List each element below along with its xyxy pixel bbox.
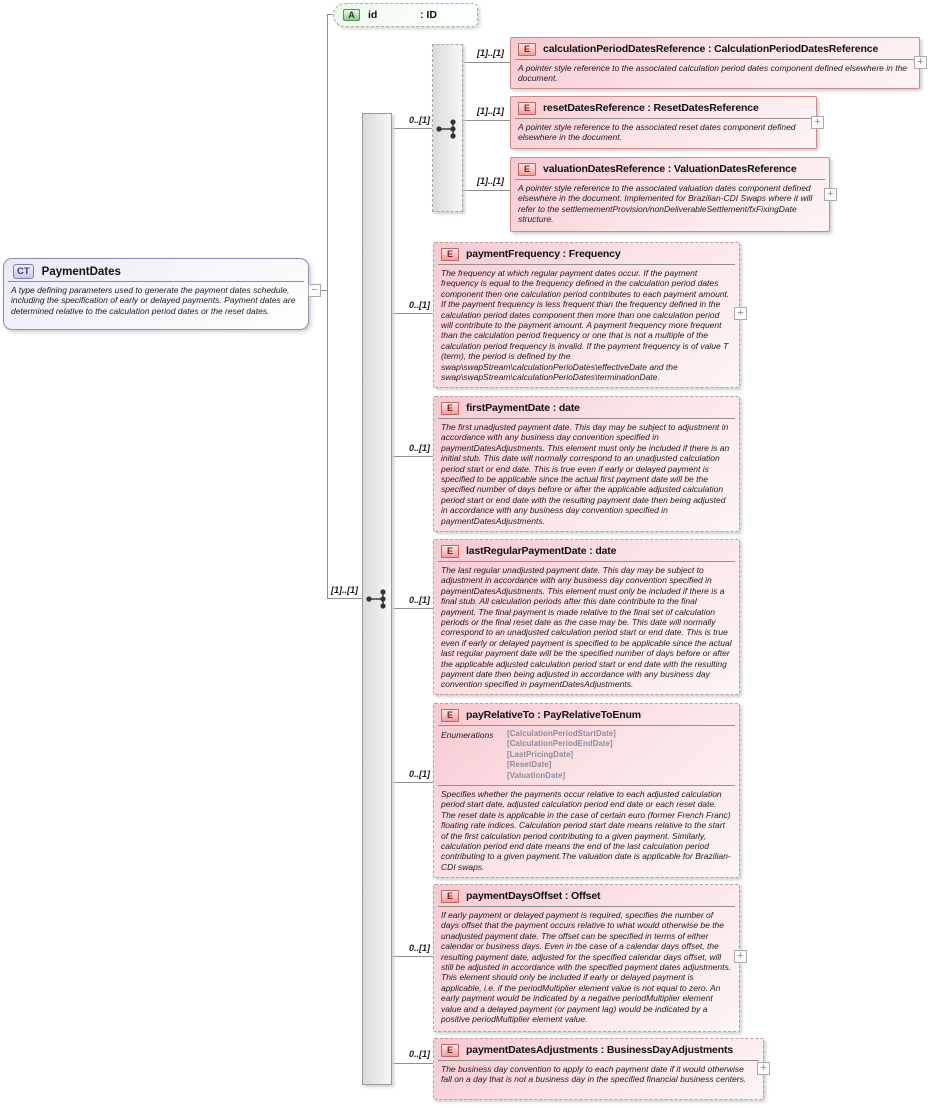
- element-description: Specifies whether the payments occur relative to each adjusted calculation period start date, adjusted calculation period end date or each reset date. The reset date is applicable in the case of certain euro (former French Franc) floating rate indices. Calculation period start date means relative to the start of the first calculation period contributing to a given payment. Similarly, calculation period end date means the end of the last calculation period contributing to a given payment.The valuation date is applicable for Brazilian-CDI swaps.: [441, 789, 731, 872]
- element-badge-icon: E: [441, 248, 459, 261]
- element-box-resetDatesReference[interactable]: [510, 96, 817, 149]
- element-box-paymentDaysOffset[interactable]: [433, 884, 740, 1032]
- expand-icon[interactable]: +: [734, 307, 747, 320]
- element-box-paymentFrequency[interactable]: [433, 242, 740, 388]
- connector-line: [392, 1063, 433, 1064]
- enum-value: [ValuationDate]: [507, 770, 566, 780]
- connector-line: [321, 290, 328, 291]
- complextype-box-PaymentDates[interactable]: [3, 258, 309, 330]
- element-title: lastRegularPaymentDate : date: [466, 545, 617, 557]
- element-description: The frequency at which regular payment dates occur. If the payment frequency is equal to the frequency defined in the calculation period dates component then one calculation period contributes to each payment amount. If the payment frequency is less frequent than the frequency defined in the calculation period dates component then more than one calculation period will contribute to the payment amount. A payment frequency more frequent than the calculation period frequency or one that is not a multiple of the calculation period frequency is invalid. If the payment frequency is of value T (term), the period is defined by the swap\swapStream\calculationPerioDates\effectiveDate and the swap\swapStream\calculationPerioDates\terminationDate.: [441, 268, 730, 383]
- complextype-title: PaymentDates: [41, 265, 121, 278]
- element-box-payRelativeTo[interactable]: [433, 703, 740, 878]
- attribute-name: id: [368, 9, 378, 21]
- enumerations-label: Enumerations: [441, 730, 494, 740]
- element-description: If early payment or delayed payment is required, specifies the number of days offset that the payment occurs relative to what would otherwise be the unadjusted payment date. The offset can be specified in terms of either calendar or business days. Even in the case of a calendar days offset, the resulting payment date, adjusted for the specified calendar days offset, will still be adjusted in accordance with the specified payment dates adjustments. This element should only be included if early or delayed payment is applicable, i.e. if the periodMultiplier element value is not equal to zero. An early payment would be indicated by a negative periodMultiplier element value and a delayed payment (or payment lag) would be indicated by a positive periodMultiplier element value.: [441, 910, 732, 1025]
- cardinality-label: 0..[1]: [408, 769, 430, 779]
- attribute-box-id[interactable]: [333, 3, 478, 27]
- expand-icon[interactable]: +: [734, 950, 747, 963]
- enum-value: [LastPricingDate]: [507, 749, 574, 759]
- element-badge-icon: E: [441, 709, 459, 722]
- complextype-badge-icon: CT: [13, 264, 34, 279]
- connector-line: [392, 128, 432, 129]
- expand-icon[interactable]: +: [757, 1062, 770, 1075]
- cardinality-label: 0..[1]: [408, 1049, 430, 1059]
- element-title: valuationDatesReference : ValuationDatesReference: [543, 163, 797, 175]
- element-title: paymentDatesAdjustments : BusinessDayAdjustments: [466, 1044, 734, 1056]
- element-badge-icon: E: [441, 890, 459, 903]
- attribute-badge-icon: A: [343, 9, 360, 21]
- connector-line: [392, 956, 433, 957]
- element-box-paymentDatesAdjustments[interactable]: [433, 1038, 764, 1100]
- element-description: A pointer style reference to the associated valuation dates component defined elsewhere in the document. Implemented for Brazilian-CDI Swaps where it will refer to the settlemementProvision/nonDeliverableSettlement/fxFixingDate structure.: [518, 183, 813, 225]
- complextype-description: A type defining parameters used to generate the payment dates schedule, including the specification of early or delayed payments. Payment dates are determined relative to the calculation period dates or the reset dates.: [11, 285, 296, 316]
- element-description: A pointer style reference to the associated reset dates component defined elsewhere in the document.: [518, 122, 796, 143]
- element-box-lastRegularPaymentDate[interactable]: [433, 539, 740, 695]
- cardinality-label: 0..[1]: [408, 595, 430, 605]
- connector-line: [463, 120, 510, 121]
- expand-icon[interactable]: +: [811, 116, 824, 129]
- element-title: paymentDaysOffset : Offset: [466, 890, 601, 902]
- connector-line: [327, 14, 328, 599]
- cardinality-label: 0..[1]: [408, 115, 430, 125]
- element-badge-icon: E: [441, 402, 459, 415]
- element-badge-icon: E: [518, 163, 536, 176]
- connector-line: [327, 598, 363, 599]
- cardinality-label: [1]..[1]: [477, 48, 504, 58]
- cardinality-label: [1]..[1]: [331, 585, 358, 595]
- enumerations-section: [434, 726, 739, 785]
- cardinality-label: [1]..[1]: [477, 176, 504, 186]
- element-box-valuationDatesReference[interactable]: [510, 157, 830, 232]
- enum-value: [CalculationPeriodStartDate]: [507, 729, 616, 738]
- connector-line: [463, 190, 510, 191]
- enumerations-values: [507, 729, 616, 781]
- cardinality-label: 0..[1]: [408, 300, 430, 310]
- enum-value: [ResetDate]: [507, 760, 552, 770]
- element-title: firstPaymentDate : date: [466, 402, 580, 414]
- element-badge-icon: E: [518, 102, 536, 115]
- element-description: The business day convention to apply to each payment date if it would otherwise fall on a day that is not a business day in the specified financial business centers.: [441, 1064, 747, 1085]
- choice-icon: [434, 117, 460, 141]
- cardinality-label: 0..[1]: [408, 443, 430, 453]
- collapse-icon[interactable]: −: [308, 284, 321, 297]
- element-title: payRelativeTo : PayRelativeToEnum: [466, 709, 641, 721]
- connector-line: [392, 313, 433, 314]
- element-badge-icon: E: [441, 1044, 459, 1057]
- element-title: calculationPeriodDatesReference : CalculationPeriodDatesReference: [543, 43, 879, 55]
- element-badge-icon: E: [441, 545, 459, 558]
- enum-value: [CalculationPeriodEndDate]: [507, 739, 613, 749]
- expand-icon[interactable]: +: [824, 188, 837, 201]
- sequence-icon: [364, 587, 390, 611]
- connector-line: [392, 782, 433, 783]
- element-description: A pointer style reference to the associated calculation period dates component defined elsewhere in the document.: [518, 63, 908, 84]
- cardinality-label: [1]..[1]: [477, 106, 504, 116]
- expand-icon[interactable]: +: [914, 56, 927, 69]
- element-description: The first unadjusted payment date. This day may be subject to adjustment in accordance with any business day convention specified in paymentDatesAdjustments. This element must only be included if there is an initial stub. This date will normally correspond to an unadjusted calculation period start or end date. This is true even if early or delayed payment is specified to be applicable since the actual first payment date will be the specified number of days before or after the applicable adjusted calculation period start or end date with the resulting payment date then being adjusted in accordance with any business day convention specified in paymentDatesAdjustments.: [441, 422, 730, 526]
- element-box-firstPaymentDate[interactable]: [433, 396, 740, 532]
- attribute-type: : ID: [420, 9, 437, 21]
- element-description: The last regular unadjusted payment date. This day may be subject to adjustment in accordance with any business day convention specified in paymentDatesAdjustments. This element must only be included if there is a final stub. All calculation periods after this date contribute to the final payment. The final payment is made relative to the final set of calculation periods or the final reset date as the case may be. This date will normally correspond to an unadjusted calculation period start or end date. This is true even if early or delayed payment is specified to be applicable since the actual last regular payment date will be the specified number of days before or after the applicable adjusted calculation period start or end date with the resulting payment date then being adjusted in accordance with any business day convention specified in paymentDatesAdjustments.: [441, 565, 732, 690]
- cardinality-label: 0..[1]: [408, 943, 430, 953]
- connector-line: [392, 608, 433, 609]
- element-badge-icon: E: [518, 43, 536, 56]
- connector-line: [463, 62, 510, 63]
- element-box-calculationPeriodDatesReference[interactable]: [510, 37, 920, 89]
- connector-line: [392, 456, 433, 457]
- element-title: paymentFrequency : Frequency: [466, 248, 621, 260]
- element-title: resetDatesReference : ResetDatesReference: [543, 102, 759, 114]
